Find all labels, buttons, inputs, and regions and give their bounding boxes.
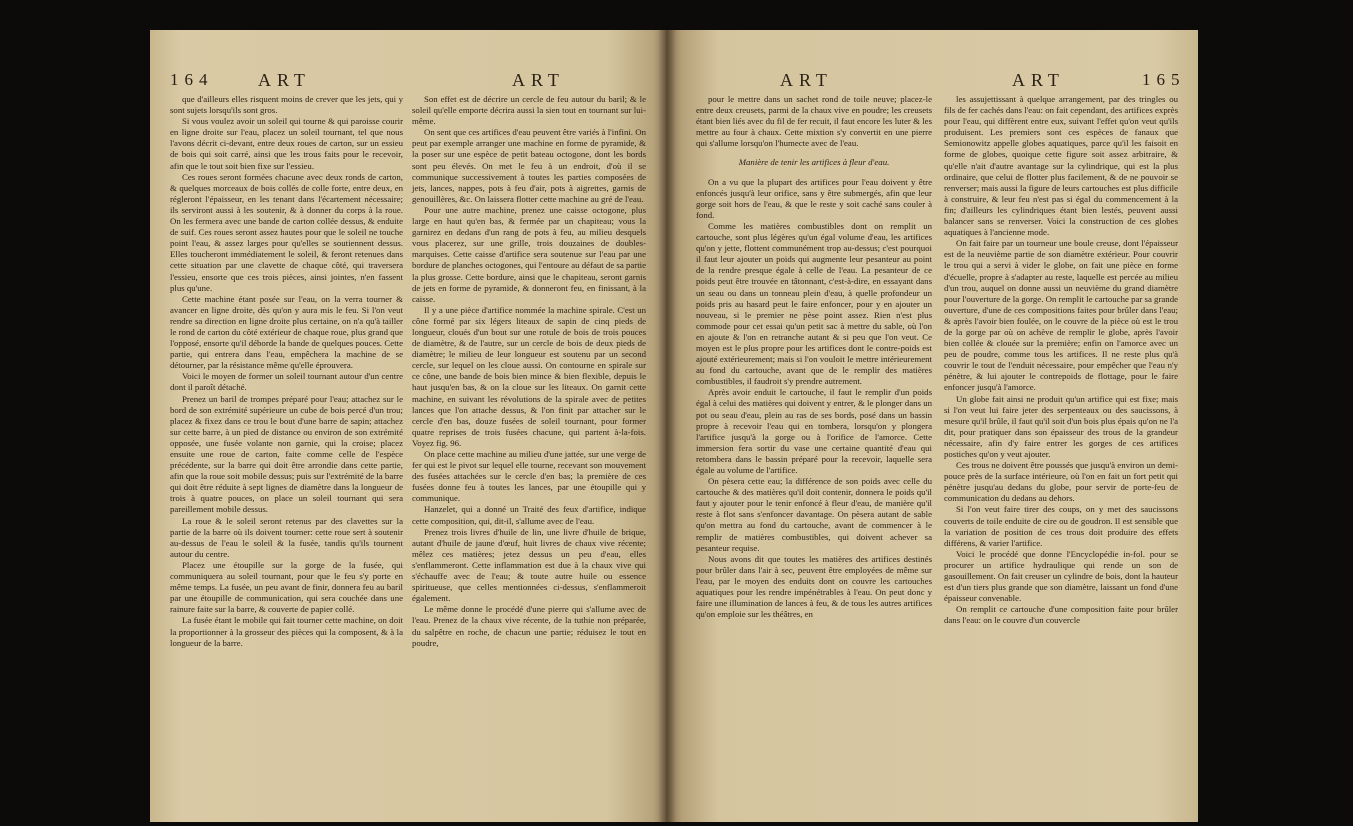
paragraph: Placez une étoupille sur la gorge de la fusée, qui communiquera au soleil tournant, pour que le feu s'y porte en même temps. La fusée, un peu avant de finir, donnera feu au baril par une étoupille de communication, qui sera couchée dans une rainure faite sur la barre, & couverte de papier collé. (170, 559, 403, 615)
paragraph: On sent que ces artifices d'eau peuvent être variés à l'infini. On peut par exemple arranger une machine en forme de pyramide, & la poser sur une espèce de petit bateau octogone, dont les bords sont peu élevés. On met le feu à un endroit, d'où il se communique successivement à toutes les parties composées de jets, lances, nappes, pots à feu d'air, pots à aigrettes, garnis de genouillères, &c. On laissera flotter cette machine au gré de l'eau. (412, 127, 646, 204)
paragraph: On pèsera cette eau; la différence de son poids avec celle du cartouche & des matières qu'il doit contenir, donnera le poids qu'il faut y ajouter pour le tenir enfoncé à fleur d'eau, de manière qu'il reste à flot sans s'enfoncer davantage. On pèsera autant de sable qu'on mettra au fond du cartouche, avant de commencer à le remplir de matières combustibles, qui doivent achever sa pesanteur requise. (696, 476, 932, 553)
paragraph: Nous avons dit que toutes les matières des artifices destinés pour brûler dans l'air à sec, peuvent être employées de même sur l'eau, par le moyen des enduits dont on couvre les cartouches aquatiques pour les rendre impénétrables à l'eau. On peut donc y faire une illumination de lances à feu, & de tous les autres artifices qu'on emploie sur les théâtres, en (696, 553, 932, 620)
paragraph: Ces trous ne doivent être poussés que jusqu'à environ un demi-pouce près de la surface intérieure, où l'on en fait un fort petit qui pénètre jusqu'au dedans du globe, pour servir de porte-feu de communication du dedans au dehors. (944, 460, 1178, 504)
paragraph: Ces roues seront formées chacune avec deux ronds de carton, & quelques morceaux de bois collés de colle forte, entre deux, en régleront l'épaisseur, en les tenant dans l'écartement nécessaire; ils serviront aussi à les soutenir, & à donner du corps à la roue. On les fermera avec une bande de carton collée dessus, & enduite de suif. Ces roues seront assez hautes pour que le soleil ne touche point l'eau, & assez larges pour qu'elles se soutiennent dessus. Elles toucheront immédiatement le soleil, & feront retenues dans cette situation par une clavette de chaque côté, qui traversera l'essieu, ensorte que ces trois pièces, ainsi jointes, n'en fassent plus qu'une. (170, 171, 403, 293)
right-page-number: 165 (1142, 70, 1186, 89)
paragraph: Comme les matières combustibles dont on remplit un cartouche, sont plus légères qu'un égal volume d'eau, les artifices qu'on y jette, flottent communément trop au-dessus; c'est pourquoi il faut leur ajouter un poids qui augmente leur pesanteur au point de la rendre presque égale à celle de l'eau. La pesanteur de ce poids peut être trouvée en tâtonnant, c'est-à-dire, en essayant dans un seau ou dans un tonneau plein d'eau, à quelle profondeur un poids pris au hasard peut le faire enfoncer, pour y en ajouter un nouveau, si le premier ne pèse point assez. Rien n'est plus commode pour cet essai qu'un petit sac à mettre du sable, où l'on en ajoute & l'on en retranche autant & si peu que l'on veut. Ce moyen est le plus propre pour les artifices dont le contre-poids est ajouté extérieurement; mais si l'on vouloit le mettre intérieurement au fond du cartouche, avant que de le remplir des matières combustibles, il faudroit s'y prendre autrement. (696, 220, 932, 387)
right-column-2 (944, 94, 1178, 627)
right-page (666, 30, 1198, 822)
paragraph: On a vu que la plupart des artifices pour l'eau doivent y être enfoncés jusqu'à leur orifice, sans y être submergés, afin que leur gorge soit hors de l'eau, & que le reste y soit caché sans couler à fond. (696, 176, 932, 220)
paragraph: On fait faire par un tourneur une boule creuse, dont l'épaisseur est de la neuvième partie de son diamètre extérieur. Pour couvrir le trou qui a servi à vider le globe, on fait une pièce en forme d'écuelle, propre à s'adapter au reste, laquelle est percée au milieu d'un trou, auquel on donne aussi un neuvième du grand diamètre pour l'ouverture de la gorge. On remplit le cartouche par sa grande ouverture, d'une de ces compositions faites pour brûler dans l'eau; & après l'avoir bien foulée, on le couvre de la pièce où est le trou de la gorge par où on achève de remplir le globe, après l'avoir bien collée & clouée sur la première; enfin on l'amorce avec un peu de poudre, comme tous les artifices. Il ne reste plus qu'à couvrir le tout de l'enduit nécessaire, pour empêcher que l'eau n'y pénètre, & lui ajouter le contrepoids de flottage, pour le faire enfoncer jusqu'à l'amorce. (944, 238, 1178, 393)
right-header-word-2: ART (1012, 70, 1065, 90)
paragraph: Si l'on veut faire tirer des coups, on y met des saucissons couverts de toile enduite de cire ou de goudron. Il est sensible que la variation de position de ces trous doit produire des effets différens, & varier l'artifice. (944, 504, 1178, 548)
paragraph: La roue & le soleil seront retenus par des clavettes sur la partie de la barre où ils doivent tourner: cette roue sert à soutenir au-dessus de l'eau le soleil & la fusée, tandis qu'ils tournent autour du centre. (170, 515, 403, 559)
paragraph: Le même donne le procédé d'une pierre qui s'allume avec de l'eau. Prenez de la chaux vive récente, de la tuthie non préparée, du salpêtre en roche, de chacun une partie; réduisez le tout en poudre, (412, 604, 646, 648)
paragraph: que d'ailleurs elles risquent moins de crever que les jets, qui y sont sujets lorsqu'ils sont gros. (170, 94, 403, 116)
left-column-2 (412, 94, 646, 649)
paragraph: Son effet est de décrire un cercle de feu autour du baril; & le soleil qu'elle emporte décrira aussi la sien tout en tournant sur lui-même. (412, 94, 646, 127)
paragraph: Prenez un baril de trompes préparé pour l'eau; attachez sur le bord de son extrémité supérieure un cube de bois percé d'un trou; placez & fixez dans ce trou le bout d'une barre de sapin; attachez sur cette barre, à un pied de distance ou environ de son extrémité opposée, une fusée volante non garnie, qui la croise; placez ensuite une roue de carton, faite comme celle de l'espèce précédente, sur la barre qui doit être arrondie dans cette partie, afin que la roue soit mobile dessus; puis sur l'extrémité de la barre qui doit être réduite à sept lignes de diamètre dans la longueur de trois à quatre pouces, on place un soleil tournant qui sera pareillement mobile dessus. (170, 393, 403, 515)
paragraph: Il y a une pièce d'artifice nommée la machine spirale. C'est un cône formé par six légers liteaux de sapin de cinq pieds de longueur, cloués d'un bout sur une rotule de bois de trois pouces de diamètre, & de l'autre, sur un cercle de bois de deux pieds de diamètre; le milieu de leur longueur est soutenu par un second cercle, sur lequel on les cloue aussi. On contourne en spirale sur ce cône, une bande de bois bien mince & bien flexible, depuis le haut jusqu'en bas, & on la cloue sur les liteaux. On garnit cette machine, en suivant les révolutions de la spirale avec de petites lances que l'on attache dessus, & l'on finit par attacher sur le cercle d'en bas, douze fusées de soleil tournant, pour former quatre reprises de trois fusées chacune, qui partent à-la-fois. Voyez fig. 96. (412, 304, 646, 448)
paragraph: Voici le procédé que donne l'Encyclopédie in-fol. pour se procurer un artifice hydraulique qui rende un son de gasouillement. On fait creuser un cylindre de bois, dont la hauteur est d'un tiers plus grande que son diamètre, laissant un fond d'une épaisseur convenable. (944, 548, 1178, 604)
left-page (150, 30, 668, 822)
open-book (150, 30, 1198, 822)
right-column-1 (696, 94, 932, 620)
paragraph: Après avoir enduit le cartouche, il faut le remplir d'un poids égal à celui des matières qui doivent y entrer, & le plonger dans un pot ou seau d'eau, plein au ras de ses bords, posé dans un bassin propre à recevoir l'eau qui en tombera, lorsqu'on y plongera l'artifice jusqu'à la gorge ou à l'orifice de l'amorce. Cette immersion fera sortir du vase une certaine quantité d'eau qui retombera dans le bassin préparé pour la recevoir, laquelle sera égale au volume de l'artifice. (696, 387, 932, 475)
paragraph: Pour une autre machine, prenez une caisse octogone, plus large en haut qu'en bas, & fermée par un chapiteau; vous la garnirez en dedans d'un rang de pots à feu, au milieu desquels vous placerez, sur une grille, trois douzaines de doubles-marquises. Cette caisse d'artifice sera soutenue sur l'eau par une bordure de planches octogones, qui l'entoure au défaut de sa partie la plus grosse. Cette bordure, ainsi que le chapiteau, seront garnis de jets en forme de pyramide, & donneront feu, en finissant, à la caisse. (412, 204, 646, 304)
paragraph: Si vous voulez avoir un soleil qui tourne & qui paroisse courir en ligne droite sur l'eau, placez un soleil tournant, tel que nous l'avons décrit ci-devant, entre deux roues de carton, sur un essieu de bois qui soit carré, ainsi que les trous faits pour le recevoir, afin que le tout soit bien fixe sur l'essieu. (170, 116, 403, 171)
section-heading: Manière de tenir les artifices à fleur d'eau. (738, 157, 890, 168)
paragraph: Cette machine étant posée sur l'eau, on la verra tourner & avancer en ligne droite, dès qu'on y aura mis le feu. Si l'on veut rendre sa direction en ligne droite plus certaine, on n'a qu'à tailler le rond de carton du côté extérieur de chaque roue, plus grand que l'opposé, ensorte qu'il déborde la bande de quelques pouces. Cette partie, qui entrera dans l'eau, empêchera la machine de se détourner, par la résistance même qu'elle éprouvera. (170, 293, 403, 371)
paragraph: Voici le moyen de former un soleil tournant autour d'un centre dont il paroît détaché. (170, 371, 403, 393)
paragraph: On remplit ce cartouche d'une composition faite pour brûler dans l'eau: on le couvre d'un couvercle (944, 604, 1178, 626)
book-spine (658, 30, 676, 822)
paragraph: Prenez trois livres d'huile de lin, une livre d'huile de brique, autant d'huile de jaune d'œuf, huit livres de chaux vive récente; mêlez ces matières; jetez dessus un peu d'eau, elles s'enflammeront. Cette inflammation est due à la chaux vive qui s'échauffe avec de l'eau; & toute autre huile ou essence spiritueuse, que celles mentionnées ci-dessus, s'enflammeroit également. (412, 526, 646, 604)
paragraph: Hanzelet, qui a donné un Traité des feux d'artifice, indique cette composition, qui, dit-il, s'allume avec de l'eau. (412, 504, 646, 526)
left-header-word-2: ART (512, 70, 565, 90)
left-column-1 (170, 94, 403, 649)
paragraph: On place cette machine au milieu d'une jattée, sur une verge de fer qui est le pivot sur lequel elle tourne, recevant son mouvement des fusées attachées sur le cercle d'en bas; la première de ces fusées donne feu à toutes les lances, par une étoupille qui y communique. (412, 449, 646, 504)
paragraph: les assujettissant à quelque arrangement, par des tringles ou fils de fer cachés dans l'eau: on fait cependant, des artifices exprès pour l'eau, qui diffèrent entre eux, suivant l'effet qu'on veut qu'ils produisent. Les premiers sont ces espèces de fanaux que Semionowitz appelle globes aquatiques, parce qu'il les faisoit en forme de globes, quoique cette figure soit assez arbitraire, & qu'elle n'ait d'autre avantage sur la cylindrique, qui est la plus ordinaire, que celui de flotter plus facilement, & de ne pouvoir se renverser; mais aussi la figure de leurs cartouches est plus difficile à construire, & leur feu n'est pas si égal du commencement à la fin; d'ailleurs les cylindriques étant bien lestés, peuvent aussi balancer sans se renverser. Voici la construction de ces globes aquatiques à l'ancienne mode. (944, 94, 1178, 238)
right-header-word-1: ART (780, 70, 833, 90)
left-header-word-1: ART (258, 70, 311, 90)
paragraph: La fusée étant le mobile qui fait tourner cette machine, on doit la proportionner à la grosseur des pièces qui la composent, & à la longueur de la barre. (170, 615, 403, 648)
left-page-number: 164 (170, 70, 214, 89)
paragraph: pour le mettre dans un sachet rond de toile neuve; placez-le entre deux creusets, parmi de la chaux vive en poudre; les creusets étant bien liés avec du fil de fer recuit, il faut encore les luter & les mettre au four à chaux. Cette mixtion s'y convertit en une pierre qui s'allume lorsqu'on l'humecte avec de l'eau. (696, 94, 932, 149)
paragraph: Un globe fait ainsi ne produit qu'un artifice qui est fixe; mais si l'on veut lui faire jeter des serpenteaux ou des saucissons, à mesure qu'il brûle, il faut qu'il soit d'un bois plus épais qu'on ne l'a dit, pour pratiquer dans son épaisseur des trous de la grandeur nécessaire, afin d'y faire entrer les gorges de ces artifices postiches qu'on y veut ajouter. (944, 393, 1178, 459)
